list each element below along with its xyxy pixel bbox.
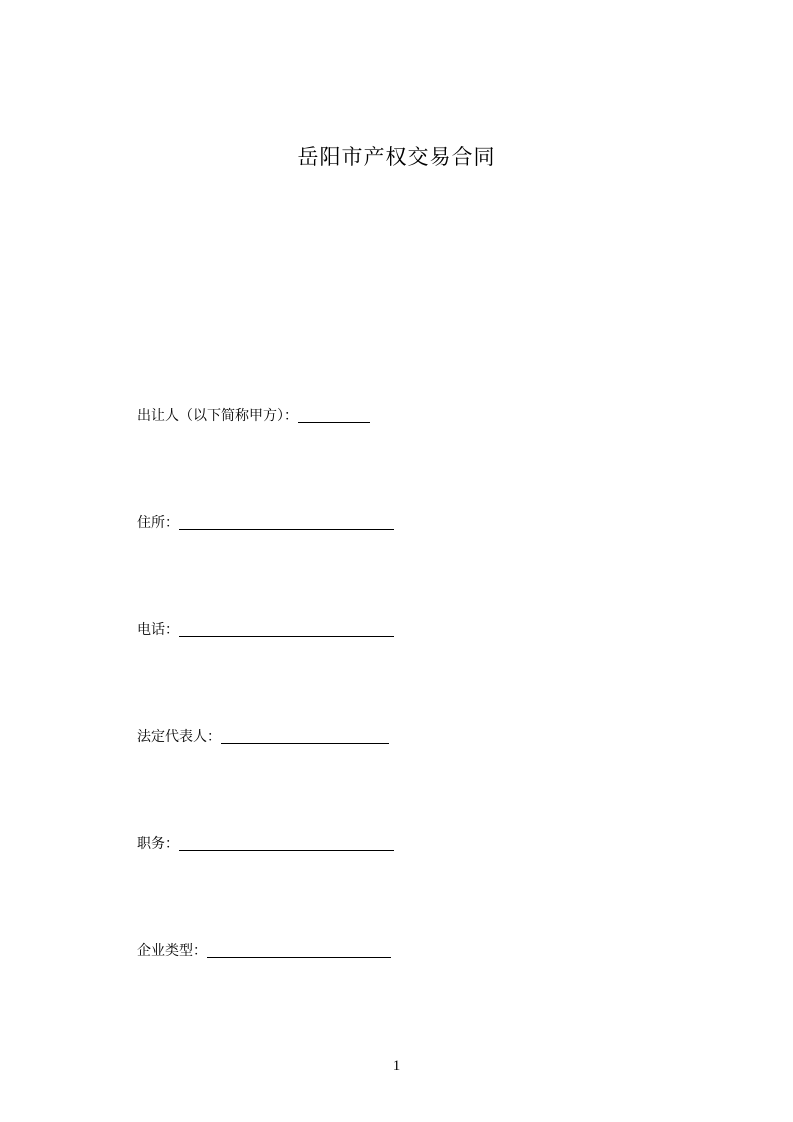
address-label: 住所： — [137, 515, 179, 531]
position-blank-line — [179, 849, 394, 851]
enterprise-type-field — [137, 941, 391, 961]
transferor-blank-line — [298, 421, 370, 423]
legal-representative-blank-line — [221, 742, 389, 744]
legal-representative-label: 法定代表人： — [137, 729, 221, 745]
phone-label: 电话： — [137, 622, 179, 638]
legal-representative-field — [137, 727, 389, 747]
position-label: 职务： — [137, 836, 179, 852]
address-blank-line — [179, 528, 394, 530]
phone-field — [137, 620, 394, 640]
address-field — [137, 513, 394, 533]
transferor-field — [137, 406, 370, 426]
phone-blank-line — [179, 635, 394, 637]
transferor-label: 出让人（以下简称甲方）： — [137, 408, 298, 424]
enterprise-type-blank-line — [207, 956, 391, 958]
position-field — [137, 834, 394, 854]
page-number: 1 — [392, 1058, 401, 1074]
enterprise-type-label: 企业类型： — [137, 943, 207, 959]
page-title: 岳阳市产权交易合同 — [297, 145, 496, 169]
